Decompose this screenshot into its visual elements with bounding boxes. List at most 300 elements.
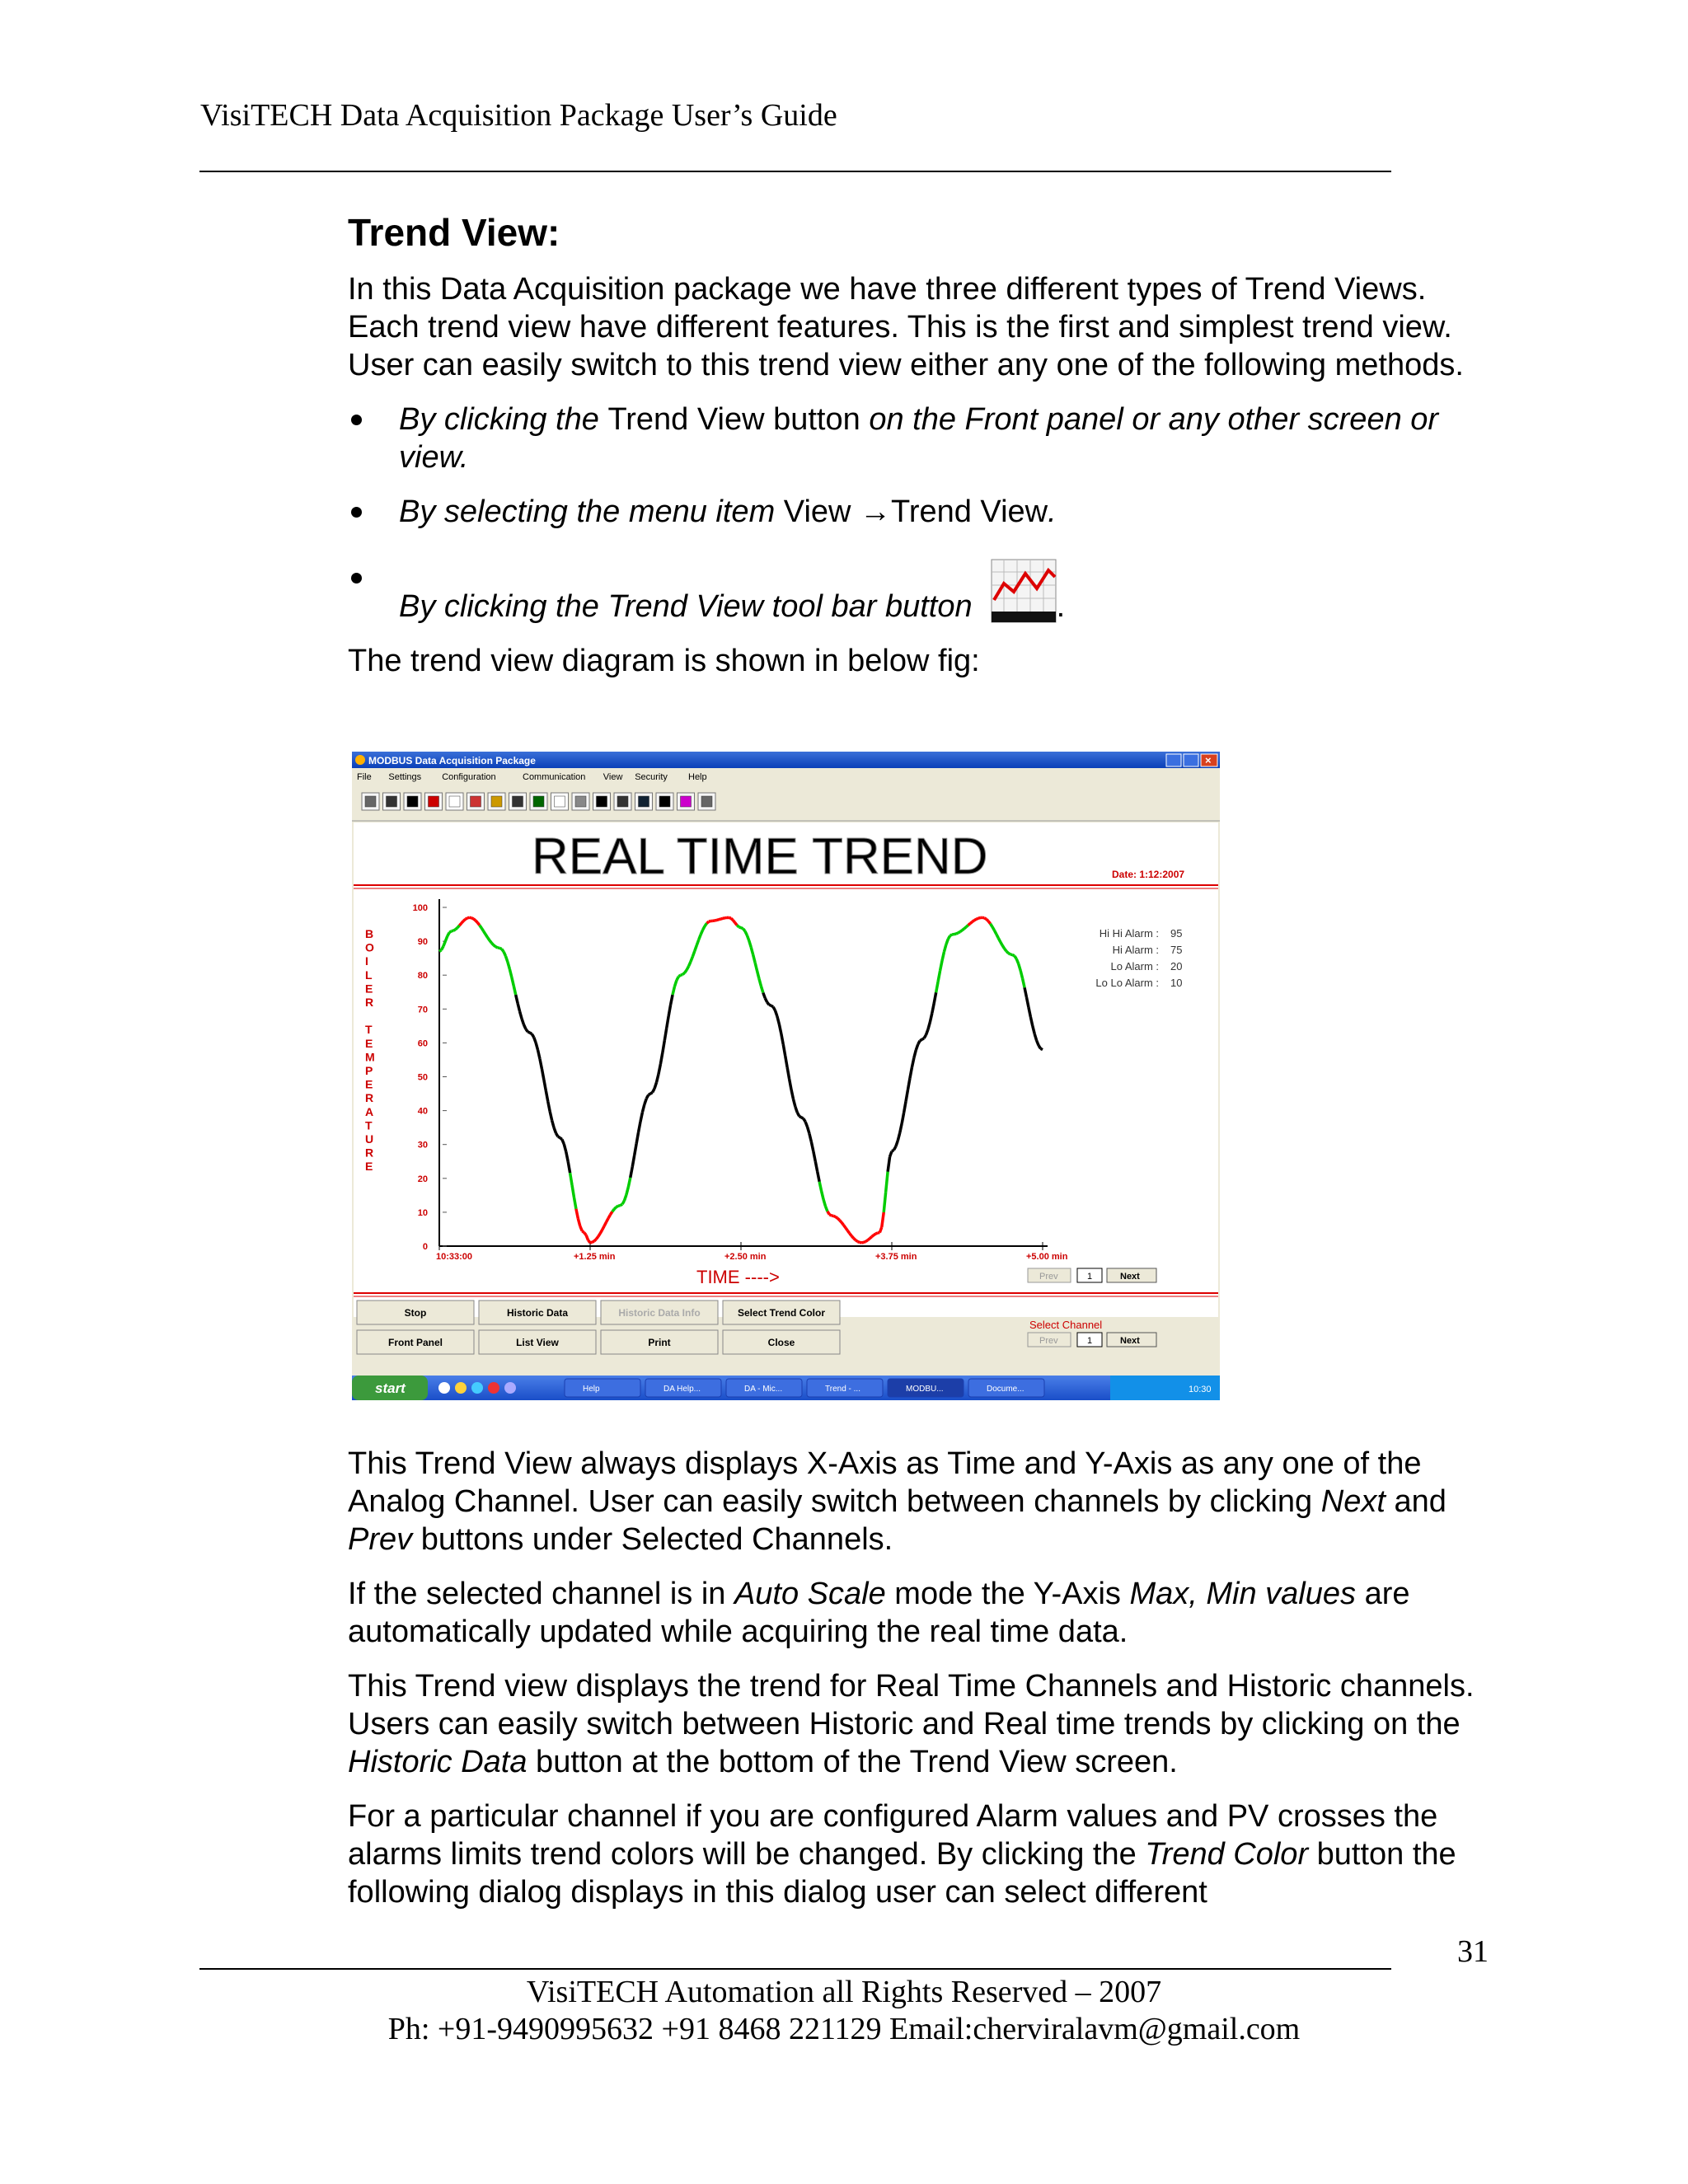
trend-segment xyxy=(632,1155,634,1167)
trend-segment xyxy=(631,1167,632,1178)
toolbar-button-icon[interactable] xyxy=(551,793,569,810)
x-tick-label: +2.50 min xyxy=(724,1252,767,1262)
svg-text:Close: Close xyxy=(767,1337,795,1348)
trend-segment xyxy=(449,931,451,933)
trend-segment xyxy=(908,1078,910,1090)
toolbar-button-icon[interactable] xyxy=(698,793,715,810)
trend-segment xyxy=(912,1058,913,1067)
page-value: 1 xyxy=(1087,1272,1093,1282)
trend-segment xyxy=(448,932,449,936)
date-label: Date: 1:12:2007 xyxy=(1112,869,1185,880)
trend-segment xyxy=(737,926,738,927)
trend-segment xyxy=(689,962,691,967)
header-rule xyxy=(199,171,1391,172)
trend-segment xyxy=(512,977,513,987)
trend-segment xyxy=(930,1013,931,1022)
trend-segment xyxy=(678,975,680,977)
trend-segment xyxy=(858,1241,860,1242)
trend-segment xyxy=(970,921,972,923)
trend-segment xyxy=(660,1052,662,1064)
minimize-button[interactable] xyxy=(1166,754,1181,766)
quick-launch-icon[interactable] xyxy=(455,1382,467,1394)
trend-segment xyxy=(1025,987,1026,997)
y-tick-label: 70 xyxy=(417,1005,428,1015)
section-heading: Trend View: xyxy=(348,211,560,254)
toolbar-button-icon[interactable] xyxy=(467,793,485,810)
trend-segment xyxy=(441,946,443,950)
trend-segment xyxy=(751,947,753,954)
trend-segment xyxy=(671,995,673,1005)
trend-segment xyxy=(954,934,956,935)
svg-text:DA - Mic...: DA - Mic... xyxy=(744,1385,783,1394)
taskbar-item[interactable] xyxy=(968,1379,1044,1397)
taskbar-item[interactable] xyxy=(565,1379,640,1397)
trend-segment xyxy=(850,1234,851,1236)
trend-segment xyxy=(473,919,475,921)
trend-segment xyxy=(906,1090,907,1101)
trend-segment xyxy=(659,1064,660,1074)
trend-segment xyxy=(996,935,998,939)
trend-segment xyxy=(987,919,988,921)
y-axis-title-letter: L xyxy=(365,968,373,982)
trend-segment xyxy=(645,1099,646,1104)
trend-segment xyxy=(610,1212,612,1215)
trend-segment xyxy=(745,931,747,935)
page-number: 31 xyxy=(1457,1934,1489,1969)
trend-segment xyxy=(502,949,504,951)
alarm-label: Hi Alarm : xyxy=(1112,944,1159,956)
trend-segment xyxy=(815,1161,817,1171)
menu-item-security[interactable]: Security xyxy=(635,772,668,782)
trend-segment xyxy=(793,1099,795,1106)
x-tick-label: +5.00 min xyxy=(1026,1252,1068,1262)
trend-segment xyxy=(811,1142,813,1151)
y-axis-title-letter: E xyxy=(365,1077,373,1091)
trend-segment xyxy=(642,1104,644,1112)
quick-launch-icon[interactable] xyxy=(438,1382,450,1394)
bullet-icon xyxy=(351,415,362,425)
trend-segment xyxy=(924,1035,926,1038)
trend-segment xyxy=(761,987,762,993)
menu-bar xyxy=(352,768,1220,783)
button-front-panel[interactable] xyxy=(357,1330,474,1354)
button-print[interactable] xyxy=(601,1330,718,1354)
svg-text:Print: Print xyxy=(648,1337,671,1348)
prev-label: Prev xyxy=(1039,1272,1058,1282)
trend-segment xyxy=(879,1227,881,1233)
menu-item-view[interactable]: View xyxy=(603,772,623,782)
trend-segment xyxy=(721,918,723,919)
trend-segment xyxy=(898,1132,899,1140)
trend-segment xyxy=(959,931,960,932)
x-tick-label: +3.75 min xyxy=(875,1252,917,1262)
trend-segment xyxy=(604,1222,606,1226)
trend-segment xyxy=(586,1235,588,1240)
taskbar-item[interactable] xyxy=(807,1379,883,1397)
figure-caption: The trend view diagram is shown in below fig: xyxy=(348,644,980,678)
trend-segment xyxy=(872,1235,874,1237)
toolbar-button-icon[interactable] xyxy=(678,793,695,810)
bullet-item xyxy=(348,401,1502,476)
trend-segment xyxy=(755,963,757,971)
trend-segment xyxy=(476,921,477,923)
trend-segment xyxy=(731,918,733,920)
toolbar-button-icon[interactable] xyxy=(404,793,421,810)
trend-segment xyxy=(1039,1046,1040,1049)
trend-segment xyxy=(851,1236,853,1239)
bullet-text: By clicking the Trend View tool bar button xyxy=(399,589,973,624)
trend-segment xyxy=(717,920,719,921)
trend-segment xyxy=(974,919,976,920)
trend-segment xyxy=(966,926,968,927)
trend-segment xyxy=(554,1127,556,1133)
menu-item-settings[interactable]: Settings xyxy=(388,772,422,782)
trend-segment xyxy=(536,1043,537,1050)
trend-segment xyxy=(819,1182,821,1191)
trend-segment xyxy=(600,1230,602,1233)
button-close[interactable] xyxy=(723,1330,840,1354)
trend-segment xyxy=(674,980,676,987)
trend-segment xyxy=(964,927,966,929)
trend-view-screenshot xyxy=(352,752,1220,1400)
trend-segment xyxy=(653,1089,654,1093)
trend-segment xyxy=(719,919,720,920)
trend-segment xyxy=(809,1134,811,1142)
bullet-text: . xyxy=(1048,494,1057,529)
trend-segment xyxy=(882,1212,884,1227)
trend-segment xyxy=(657,1074,659,1082)
trend-segment xyxy=(1033,1026,1034,1034)
trend-segment xyxy=(795,1107,797,1113)
trend-segment xyxy=(976,918,978,919)
y-axis-title-letter: P xyxy=(365,1064,373,1077)
trend-segment xyxy=(842,1222,843,1225)
quick-launch-icon[interactable] xyxy=(471,1382,483,1394)
trend-segment xyxy=(576,1209,578,1219)
trend-segment xyxy=(829,1215,831,1216)
trend-segment xyxy=(707,921,709,923)
trend-segment xyxy=(926,1029,927,1035)
button-historic-data[interactable] xyxy=(479,1301,596,1324)
paragraph: This Trend View always displays X-Axis as Time and Y-Axis as any one of the Analog Channel. User can easily switch between channels by clicking Next and Prev buttons under Selected Channels. xyxy=(348,1446,1447,1557)
channel-next-label: Next xyxy=(1120,1336,1140,1346)
trend-segment xyxy=(508,962,509,969)
trend-segment xyxy=(944,944,945,952)
trend-segment xyxy=(1026,997,1028,1007)
y-axis-title-letter: U xyxy=(365,1132,374,1146)
trend-segment xyxy=(635,1144,636,1155)
trend-segment xyxy=(942,952,944,961)
toolbar-button-icon[interactable] xyxy=(593,793,611,810)
trend-segment xyxy=(668,1005,670,1016)
trend-segment xyxy=(840,1220,842,1222)
trend-segment xyxy=(856,1240,857,1242)
toolbar-button-icon[interactable] xyxy=(383,793,401,810)
trend-segment xyxy=(808,1127,809,1133)
close-icon: × xyxy=(1205,754,1212,766)
toolbar-button-icon[interactable] xyxy=(488,793,505,810)
alarm-value: 20 xyxy=(1170,960,1183,972)
trend-segment xyxy=(818,1172,819,1182)
alarm-label: Lo Alarm : xyxy=(1110,960,1159,972)
trend-segment xyxy=(682,972,684,974)
trend-segment xyxy=(1023,978,1025,987)
trend-segment xyxy=(677,977,678,981)
trend-segment xyxy=(847,1230,849,1233)
start-label: start xyxy=(375,1380,406,1396)
svg-text:DA Help...: DA Help... xyxy=(663,1385,701,1394)
alarm-value: 75 xyxy=(1170,944,1183,956)
trend-segment xyxy=(534,1038,536,1043)
trend-segment xyxy=(494,945,495,947)
footer-copyright: VisiTECH Automation all Rights Reserved – 2007 xyxy=(526,1975,1162,2009)
trend-segment xyxy=(920,1039,921,1040)
trend-segment xyxy=(462,921,463,923)
svg-text:Front Panel: Front Panel xyxy=(387,1337,443,1348)
trend-segment xyxy=(570,1173,572,1185)
trend-segment xyxy=(626,1187,628,1194)
trend-segment xyxy=(914,1050,916,1057)
y-tick-label: 50 xyxy=(417,1072,428,1083)
trend-segment xyxy=(640,1112,642,1121)
y-tick-label: 100 xyxy=(412,903,428,913)
trend-segment xyxy=(612,1209,614,1212)
menu-item-communication[interactable]: Communication xyxy=(523,772,586,782)
trend-segment xyxy=(932,1003,934,1013)
taskbar-item[interactable] xyxy=(645,1379,721,1397)
trend-segment xyxy=(904,1101,906,1113)
trend-segment xyxy=(743,929,744,931)
trend-segment xyxy=(484,931,485,935)
trend-segment xyxy=(685,970,687,972)
y-axis-title-letter: R xyxy=(365,1091,374,1105)
trend-segment xyxy=(564,1144,565,1151)
bullet-item xyxy=(348,493,1502,531)
trend-segment xyxy=(607,1218,608,1222)
trend-segment xyxy=(443,941,445,946)
trend-window xyxy=(352,752,1220,1400)
toolbar-button-icon[interactable] xyxy=(509,793,527,810)
y-axis-title-letter: E xyxy=(365,1036,373,1050)
y-tick-label: 10 xyxy=(417,1207,428,1218)
clock: 10:30 xyxy=(1189,1385,1212,1394)
alarm-value: 10 xyxy=(1170,977,1183,989)
trend-segment xyxy=(799,1116,801,1117)
trend-segment xyxy=(1016,959,1018,964)
button-historic-data-info xyxy=(601,1301,718,1324)
trend-segment xyxy=(916,1044,917,1050)
trend-segment xyxy=(749,940,751,947)
trend-segment xyxy=(785,1056,787,1067)
quick-launch-icon[interactable] xyxy=(504,1382,516,1394)
trend-segment xyxy=(735,922,737,925)
trend-segment xyxy=(771,1005,773,1006)
trend-segment xyxy=(765,998,767,1002)
toolbar-button-icon[interactable] xyxy=(425,793,443,810)
app-icon xyxy=(355,755,365,765)
taskbar-item[interactable] xyxy=(726,1379,802,1397)
trend-segment xyxy=(984,918,986,919)
svg-text:List View: List View xyxy=(516,1337,559,1348)
trend-segment xyxy=(622,1201,624,1204)
next-label: Next xyxy=(1120,1272,1140,1282)
svg-text:Trend - ...: Trend - ... xyxy=(825,1385,860,1394)
trend-segment xyxy=(687,966,688,970)
trend-segment xyxy=(566,1151,568,1161)
trend-segment xyxy=(936,982,938,992)
trend-segment xyxy=(715,920,716,921)
taskbar-item[interactable] xyxy=(888,1379,964,1397)
trend-segment xyxy=(552,1120,554,1127)
trend-segment xyxy=(480,926,481,929)
trend-segment xyxy=(495,947,497,948)
trend-segment xyxy=(699,935,701,940)
trend-segment xyxy=(639,1122,640,1132)
trend-segment xyxy=(870,1237,871,1239)
trend-segment xyxy=(1029,1007,1030,1017)
trend-segment xyxy=(463,919,465,921)
quick-launch-icon[interactable] xyxy=(488,1382,499,1394)
bullet-text: Trend View button xyxy=(607,402,860,437)
trend-segment xyxy=(886,1172,888,1193)
trend-panel xyxy=(354,823,1218,1317)
trend-segment xyxy=(1034,1034,1036,1041)
trend-segment xyxy=(978,918,980,919)
button-select-trend-color[interactable] xyxy=(723,1301,840,1324)
trend-segment xyxy=(614,1207,616,1209)
trend-segment xyxy=(572,1185,574,1197)
alarm-label: Lo Lo Alarm : xyxy=(1095,977,1159,989)
trend-segment xyxy=(994,930,996,935)
trend-segment xyxy=(603,1226,604,1230)
trend-segment xyxy=(513,986,515,995)
trend-segment xyxy=(767,1002,769,1005)
y-axis-title-letter: A xyxy=(365,1104,374,1118)
trend-segment xyxy=(456,928,457,930)
trend-segment xyxy=(542,1069,543,1080)
footer-contact: Ph: +91-9490995632 +91 8468 221129 Email:cherviralavm@gmail.com xyxy=(387,2012,1301,2046)
trend-segment xyxy=(946,939,948,944)
trend-segment xyxy=(884,1192,885,1212)
maximize-button[interactable] xyxy=(1184,754,1198,766)
trend-segment xyxy=(962,929,964,930)
trend-segment xyxy=(598,1234,600,1237)
trend-segment xyxy=(490,940,491,943)
toolbar-button-icon[interactable] xyxy=(530,793,547,810)
trend-segment xyxy=(485,935,487,938)
channel-value: 1 xyxy=(1087,1336,1093,1346)
toolbar-button-icon[interactable] xyxy=(572,793,589,810)
select-channel-label: Select Channel xyxy=(1029,1319,1103,1331)
toolbar-button-icon[interactable] xyxy=(362,793,379,810)
button-list-view[interactable] xyxy=(479,1330,596,1354)
footer-rule xyxy=(199,1968,1391,1970)
trend-segment xyxy=(804,1118,805,1122)
trend-segment xyxy=(584,1233,586,1235)
trend-segment xyxy=(747,935,748,941)
trend-segment xyxy=(481,928,483,931)
trend-segment xyxy=(893,1146,895,1150)
trend-segment xyxy=(828,1212,829,1215)
button-stop[interactable] xyxy=(357,1301,474,1324)
trend-segment xyxy=(753,954,755,963)
menu-item-file[interactable]: File xyxy=(357,772,372,782)
svg-text:Docume...: Docume... xyxy=(987,1385,1025,1394)
trend-segment xyxy=(741,928,743,929)
trend-segment xyxy=(998,938,1000,942)
trend-segment xyxy=(846,1228,847,1230)
trend-segment xyxy=(791,1090,793,1099)
paragraph: This Trend view displays the trend for Real Time Channels and Historic channels. Users can easily switch between Historic and Real time trends by clicking on the Historic Data button at the bottom of the Trend View screen. xyxy=(348,1669,1475,1779)
bullet-icon xyxy=(351,573,362,583)
bullet-item xyxy=(348,559,1502,626)
paragraph: For a particular channel if you are configured Alarm values and PV crosses the alarms limits trend colors will be changed. By clicking the Trend Color button the following dialog displays in this dialog user can select different xyxy=(348,1799,1456,1910)
bullet-text: By selecting the menu item xyxy=(399,494,784,529)
trend-segment xyxy=(695,945,696,951)
trend-segment xyxy=(922,1038,924,1039)
y-axis-title-letter: R xyxy=(365,996,374,1009)
trend-segment xyxy=(562,1139,564,1144)
trend-segment xyxy=(588,1240,590,1243)
trend-segment xyxy=(1041,1048,1043,1049)
trend-segment xyxy=(1030,1017,1032,1026)
trend-segment xyxy=(617,1206,618,1207)
trend-segment xyxy=(703,926,705,930)
trend-segment xyxy=(854,1238,856,1240)
trend-segment xyxy=(471,918,473,919)
x-axis-title: TIME ----> xyxy=(696,1267,780,1287)
trend-segment xyxy=(890,1151,892,1157)
trend-segment xyxy=(526,1029,528,1032)
y-axis-title-letter: E xyxy=(365,1160,373,1174)
trend-segment xyxy=(875,1233,877,1234)
menu-item-configuration[interactable]: Configuration xyxy=(442,772,496,782)
trend-segment xyxy=(608,1215,610,1218)
trend-segment xyxy=(477,922,479,925)
x-tick-label: +1.25 min xyxy=(574,1252,616,1262)
toolbar-button-icon[interactable] xyxy=(656,793,673,810)
trend-segment xyxy=(628,1178,630,1187)
y-axis-title-letter: O xyxy=(365,940,374,954)
trend-segment xyxy=(739,927,741,928)
trend-segment xyxy=(759,979,761,987)
toolbar-button-icon[interactable] xyxy=(446,793,463,810)
toolbar-button-icon[interactable] xyxy=(614,793,631,810)
svg-text:Historic Data: Historic Data xyxy=(506,1307,569,1319)
page-content xyxy=(348,209,1502,696)
bullet-text: on the Front panel or any other screen or view. xyxy=(399,402,1439,475)
trend-segment xyxy=(1037,1041,1039,1046)
svg-text:Select Trend Color: Select Trend Color xyxy=(737,1307,826,1319)
alarm-label: Hi Hi Alarm : xyxy=(1099,927,1159,940)
trend-segment xyxy=(968,923,970,925)
trend-segment xyxy=(988,921,990,924)
trend-segment xyxy=(763,993,765,999)
trend-segment xyxy=(1020,971,1022,979)
trend-segment xyxy=(896,1141,898,1146)
trend-segment xyxy=(523,1024,525,1029)
trend-segment xyxy=(837,1218,839,1220)
trend-segment xyxy=(864,1241,865,1242)
window-title: MODBUS Data Acquisition Package xyxy=(368,755,536,766)
trend-segment xyxy=(506,956,508,962)
menu-item-help[interactable]: Help xyxy=(688,772,707,782)
toolbar xyxy=(352,783,1220,821)
trend-segment xyxy=(823,1199,825,1206)
trend-segment xyxy=(578,1219,579,1226)
toolbar-button-icon[interactable] xyxy=(635,793,653,810)
trend-segment xyxy=(902,1113,903,1123)
